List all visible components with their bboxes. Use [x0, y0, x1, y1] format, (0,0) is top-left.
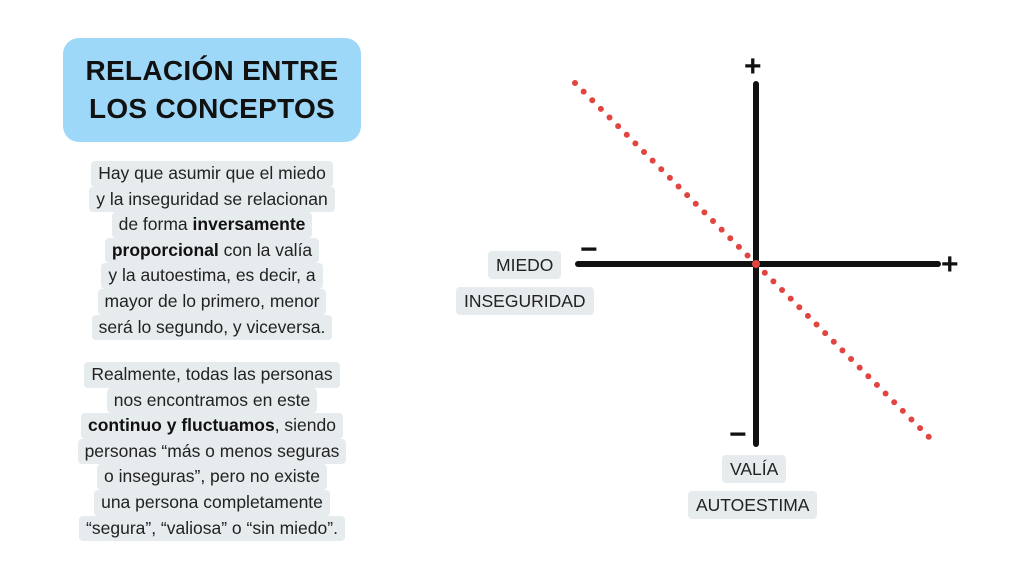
x-axis-positive-sign: + — [941, 248, 959, 281]
text-run: de forma — [118, 214, 193, 235]
text-run: , siendo — [274, 415, 336, 436]
text-run: mayor de lo primero, menor — [104, 290, 320, 311]
y-axis-negative-sign: − — [729, 418, 747, 451]
text-run: Realmente, todas las personas — [91, 364, 333, 384]
text-run: “segura”, “valiosa” o “sin miedo”. — [86, 517, 338, 538]
bold-text: continuo y fluctuamos — [88, 415, 275, 436]
inverse-relation-line — [575, 83, 930, 438]
text-run: nos encontramos en este — [113, 389, 311, 410]
text-run: y la inseguridad se relacionan — [96, 188, 328, 209]
bold-text: proporcional — [111, 239, 219, 260]
y-axis-label-autoestima: AUTOESTIMA — [688, 491, 817, 519]
text-run: Hay que asumir que el miedo — [98, 163, 326, 183]
text-run: con la valía — [218, 239, 313, 260]
text-run: será lo segundo, y viceversa. — [98, 316, 326, 337]
x-axis-label-inseguridad: INSEGURIDAD — [456, 287, 594, 315]
text-run: personas “más o menos seguras — [84, 440, 340, 461]
y-axis-positive-sign: + — [744, 50, 762, 83]
text-run: o inseguras”, pero no existe — [104, 466, 320, 487]
title-line-1: RELACIÓN ENTRE — [85, 55, 339, 86]
title-line-2: LOS CONCEPTOS — [88, 93, 336, 124]
text-run: una persona completamente — [101, 491, 323, 512]
x-axis-negative-sign: − — [580, 233, 598, 266]
x-axis-label-miedo: MIEDO — [488, 251, 561, 279]
bold-text: inversamente — [192, 214, 306, 235]
text-run: y la autoestima, es decir, a — [108, 265, 316, 286]
origin-point — [752, 260, 760, 268]
y-axis-label-valia: VALÍA — [722, 455, 786, 483]
